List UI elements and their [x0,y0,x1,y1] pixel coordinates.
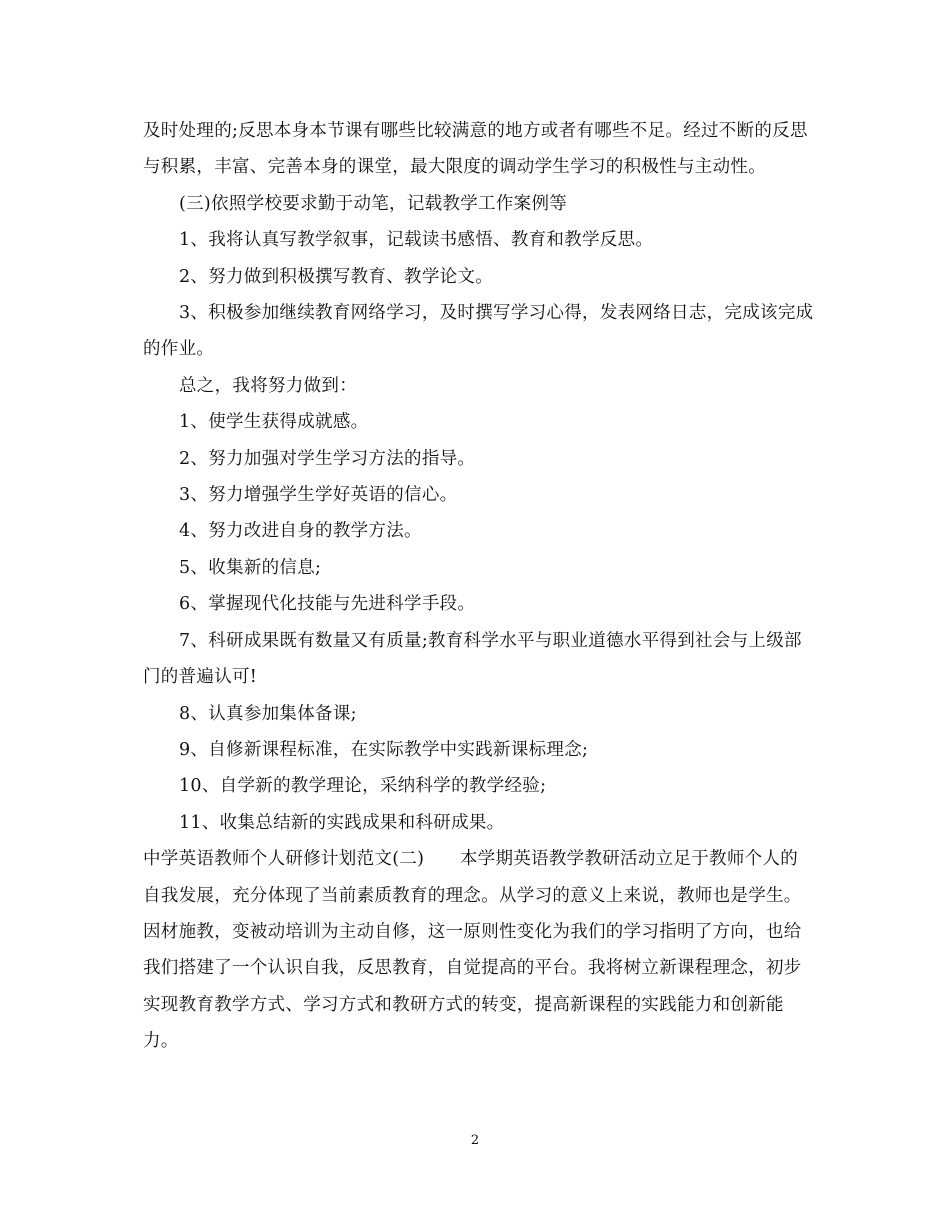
body-text [143,113,815,1060]
list-item: 7、科研成果既有数量又有质量;教育科学水平与职业道德水平得到社会与上级部门的普遍认可! [143,630,802,688]
page-number: 2 [470,1133,480,1148]
list-item: 5、收集新的信息; [179,557,322,578]
list-item: 8、认真参加集体备课; [179,703,357,724]
list-item: 9、自修新课程标准，在实际教学中实践新课标理念; [179,739,589,760]
list-item: 2、努力加强对学生学习方法的指导。 [179,448,476,469]
list-item: 6、掌握现代化技能与先进科学手段。 [179,594,476,615]
list-item: 2、努力做到积极撰写教育、教学论文。 [179,266,494,287]
summary-heading: 总之，我将努力做到： [179,375,357,396]
list-item: 1、使学生获得成就感。 [179,412,369,433]
list-item: 3、努力增强学生学好英语的信心。 [179,485,458,506]
list-item: 1、我将认真写教学叙事，记载读书感悟、教育和教学反思。 [179,230,654,251]
list-item: 4、努力改进自身的教学方法。 [179,521,422,542]
section-heading-writing: (三)依照学校要求勤于动笔，记载教学工作案例等 [179,193,568,214]
paragraph-reflection: 及时处理的;反思本身本节课有哪些比较满意的地方或者有哪些不足。经过不断的反思与积累，丰富、完善本身的课堂，最大限度的调动学生学习的积极性与主动性。 [143,121,808,178]
paragraph-plan-two: 中学英语教师个人研修计划范文(二) 本学期英语教学教研活动立足于教师个人的自我发展，充分体现了当前素质教育的理念。从学习的意义上来说，教师也是学生。因材施教，变被动培训为主动自修，这一原则性变化为我们的学习指明了方向，也给我们搭建了一个认识自我，反思教育，自觉提高的平台。我将树立新课程理念，初步实现教育教学方式、学习方式和教研方式的转变，提高新课程的实践能力和创新能力。 [143,849,802,1052]
list-item: 10、自学新的教学理论，采纳科学的教学经验; [179,776,547,797]
list-item: 11、收集总结新的实践成果和科研成果。 [179,812,505,833]
list-item: 3、积极参加继续教育网络学习，及时撰写学习心得，发表网络日志，完成该完成的作业。 [143,303,814,360]
